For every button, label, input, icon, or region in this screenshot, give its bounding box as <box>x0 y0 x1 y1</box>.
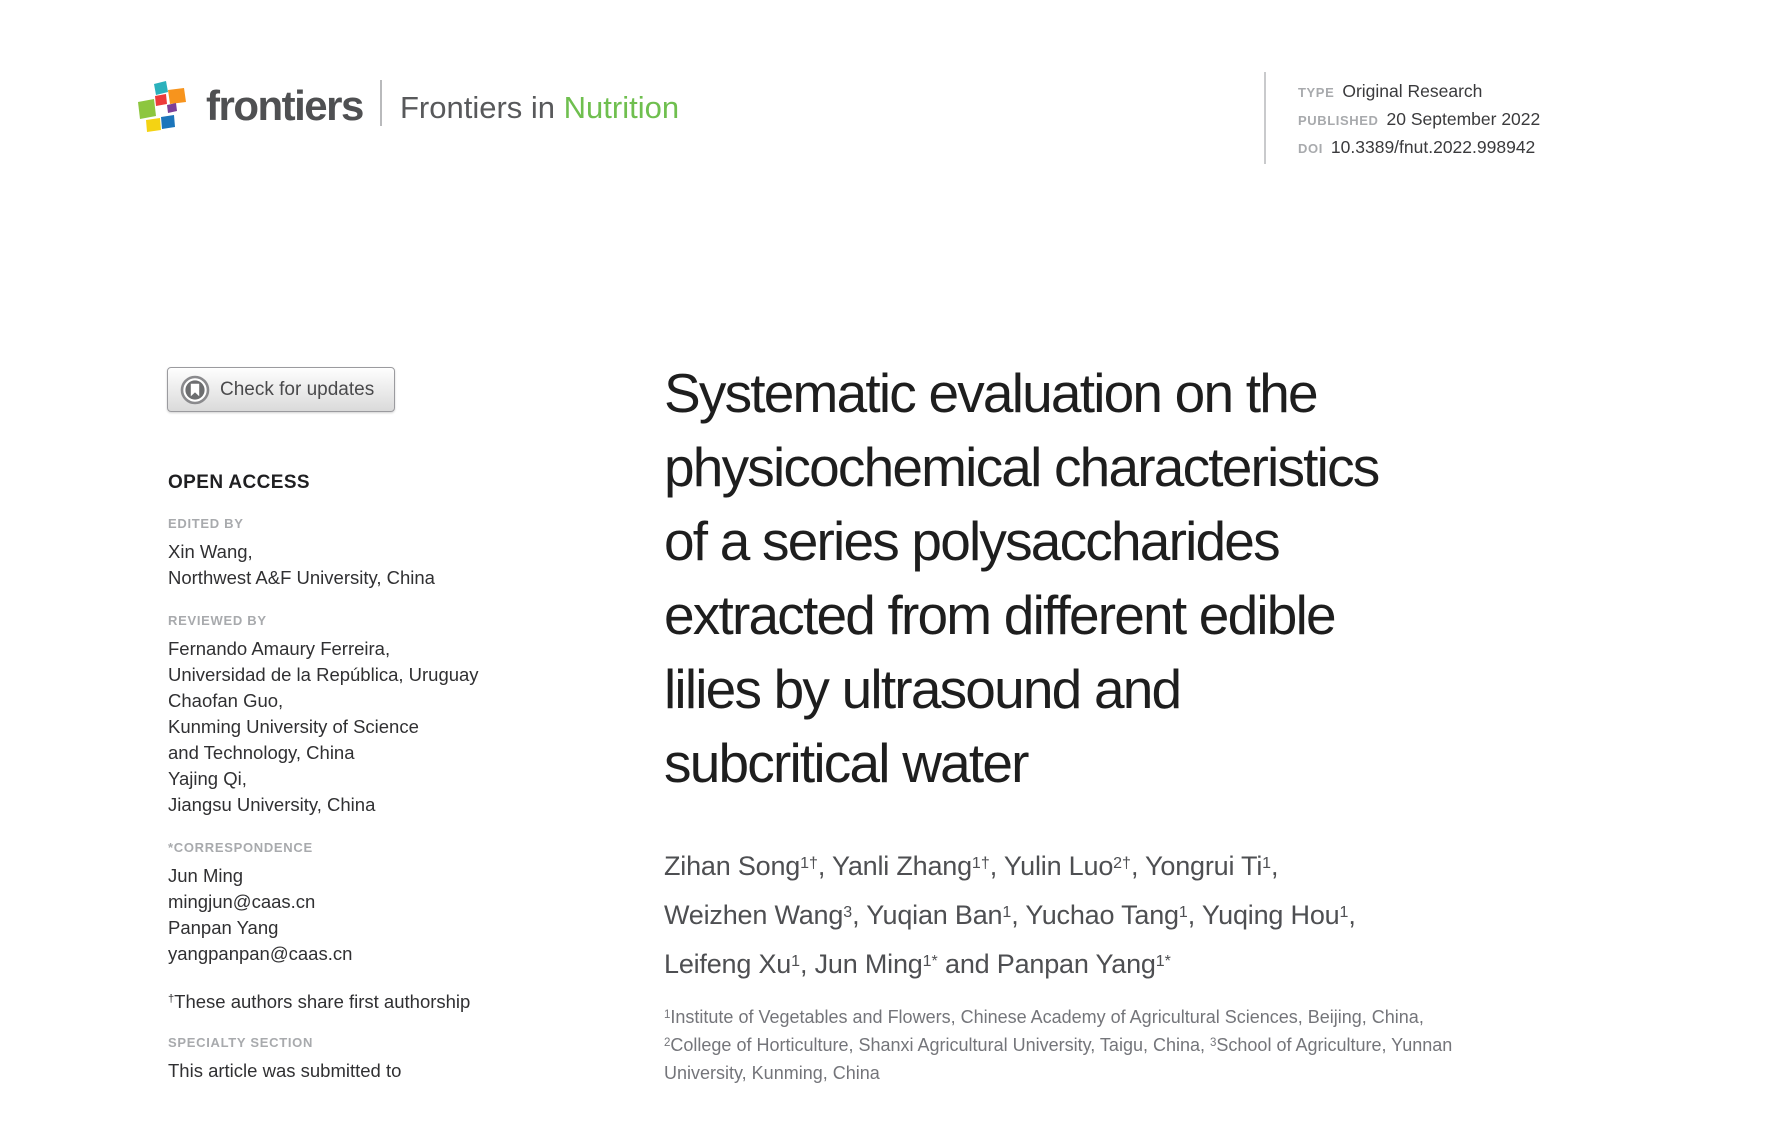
sidebar-sections <box>168 516 648 967</box>
sidebar <box>168 472 648 1084</box>
specialty-section-text: This article was submitted to <box>168 1060 402 1081</box>
title-line: subcritical water <box>664 732 1028 794</box>
dagger-symbol: † <box>168 993 175 1006</box>
author-line-text: , Jun Ming <box>800 949 923 979</box>
crossmark-icon <box>180 375 210 405</box>
frontiers-logotype: frontiers <box>206 82 363 129</box>
check-for-updates-button[interactable] <box>167 367 395 412</box>
sidebar-section-label: REVIEWED BY <box>168 613 267 628</box>
frontiers-cubes-logo-icon <box>134 80 200 132</box>
sidebar-line: Fernando Amaury Ferreira, <box>168 638 391 659</box>
author-line-text: , Yuchao Tang <box>1011 900 1179 930</box>
sidebar-line: Yajing Qi, <box>168 768 247 789</box>
specialty-section-label: SPECIALTY SECTION <box>168 1035 314 1050</box>
author-line-text: , Yanli Zhang <box>817 851 972 881</box>
title-line: lilies by ultrasound and <box>664 658 1181 720</box>
superscript-marker: 1* <box>1155 952 1171 970</box>
journal-title <box>400 90 679 126</box>
meta-label-published: PUBLISHED <box>1298 113 1379 128</box>
superscript-marker: 2† <box>1113 854 1131 872</box>
open-access-badge: OPEN ACCESS <box>168 472 311 493</box>
sidebar-section-label: *CORRESPONDENCE <box>168 840 313 855</box>
affiliation-line-text: University, Kunming, China <box>664 1063 880 1083</box>
author-line-text: , <box>1271 851 1279 881</box>
affiliation-line-text: College of Horticulture, Shanxi Agricultural University, Taigu, China, <box>670 1035 1210 1055</box>
title-line: extracted from different edible <box>664 584 1335 646</box>
sidebar-line: Chaofan Guo, <box>168 690 284 711</box>
author-line-text: Leifeng Xu <box>664 949 792 979</box>
check-for-updates-label: Check for updates <box>220 378 375 400</box>
meta-rows <box>1298 78 1540 162</box>
superscript-marker: 1 <box>664 1008 671 1021</box>
author-line <box>664 893 1644 942</box>
sidebar-line: Kunming University of Science <box>168 716 419 737</box>
title-line: physicochemical characteristics <box>664 436 1379 498</box>
author-line <box>664 844 1644 893</box>
article <box>664 356 1644 1086</box>
author-line-text: , <box>1348 900 1356 930</box>
author-line-text: , Yuqian Ban <box>852 900 1003 930</box>
author-line-text: , Yuqing Hou <box>1187 900 1340 930</box>
meta-row <box>1298 106 1540 134</box>
title-line: of a series polysaccharides <box>664 510 1279 572</box>
journal-prefix: Frontiers in <box>400 90 564 125</box>
meta-label-type: TYPE <box>1298 85 1335 100</box>
meta-value-published: 20 September 2022 <box>1386 109 1541 129</box>
superscript-marker: 1 <box>1262 854 1272 872</box>
sidebar-line: and Technology, China <box>168 742 355 763</box>
author-line <box>664 942 1644 991</box>
author-line-text: , Yulin Luo <box>989 851 1114 881</box>
affiliation-line <box>664 1061 1644 1086</box>
affiliations <box>664 1005 1644 1086</box>
superscript-marker: 2 <box>664 1036 671 1049</box>
authorship-footnote-text: These authors share first authorship <box>174 991 471 1012</box>
authorship-footnote <box>168 991 648 1013</box>
sidebar-line: Panpan Yang <box>168 917 279 938</box>
affiliation-line-text: Institute of Vegetables and Flowers, Chinese Academy of Agricultural Sciences, Beijing, China, <box>670 1007 1424 1027</box>
journal-name: Nutrition <box>563 90 680 125</box>
superscript-marker: 1† <box>800 854 818 872</box>
meta-value-type: Original Research <box>1342 81 1483 101</box>
superscript-marker: 1 <box>1339 903 1349 921</box>
superscript-marker: 3 <box>1210 1036 1217 1049</box>
email-link[interactable]: yangpanpan@caas.cn <box>168 943 353 964</box>
sidebar-line: Xin Wang, <box>168 541 253 562</box>
meta-row <box>1298 134 1540 162</box>
email-link[interactable]: mingjun@caas.cn <box>168 891 316 912</box>
superscript-marker: 1* <box>922 952 938 970</box>
meta-divider <box>1264 72 1266 164</box>
author-line-text: Zihan Song <box>664 851 801 881</box>
sidebar-line: Jun Ming <box>168 865 244 886</box>
affiliation-line <box>664 1033 1644 1061</box>
superscript-marker: 3 <box>843 903 853 921</box>
author-line-text: , Yongrui Ti <box>1130 851 1263 881</box>
superscript-marker: 1 <box>1002 903 1012 921</box>
superscript-marker: 1† <box>971 854 990 872</box>
affiliation-line <box>664 1005 1644 1033</box>
meta-value-doi[interactable]: 10.3389/fnut.2022.998942 <box>1330 137 1536 157</box>
superscript-marker: 1 <box>791 952 801 970</box>
title-line: Systematic evaluation on the <box>664 362 1317 424</box>
superscript-marker: 1 <box>1178 903 1188 921</box>
article-title <box>664 356 1644 800</box>
sidebar-line: Northwest A&F University, China <box>168 567 435 588</box>
author-line-text: Weizhen Wang <box>664 900 844 930</box>
author-list <box>664 844 1644 991</box>
meta-label-doi: DOI <box>1298 141 1323 156</box>
affiliation-line-text: School of Agriculture, Yunnan <box>1216 1035 1453 1055</box>
header-divider <box>380 80 382 126</box>
sidebar-line: Jiangsu University, China <box>168 794 376 815</box>
meta-row <box>1298 78 1540 106</box>
sidebar-section-label: EDITED BY <box>168 516 244 531</box>
sidebar-line: Universidad de la República, Uruguay <box>168 664 479 685</box>
author-line-text: and Panpan Yang <box>937 949 1156 979</box>
